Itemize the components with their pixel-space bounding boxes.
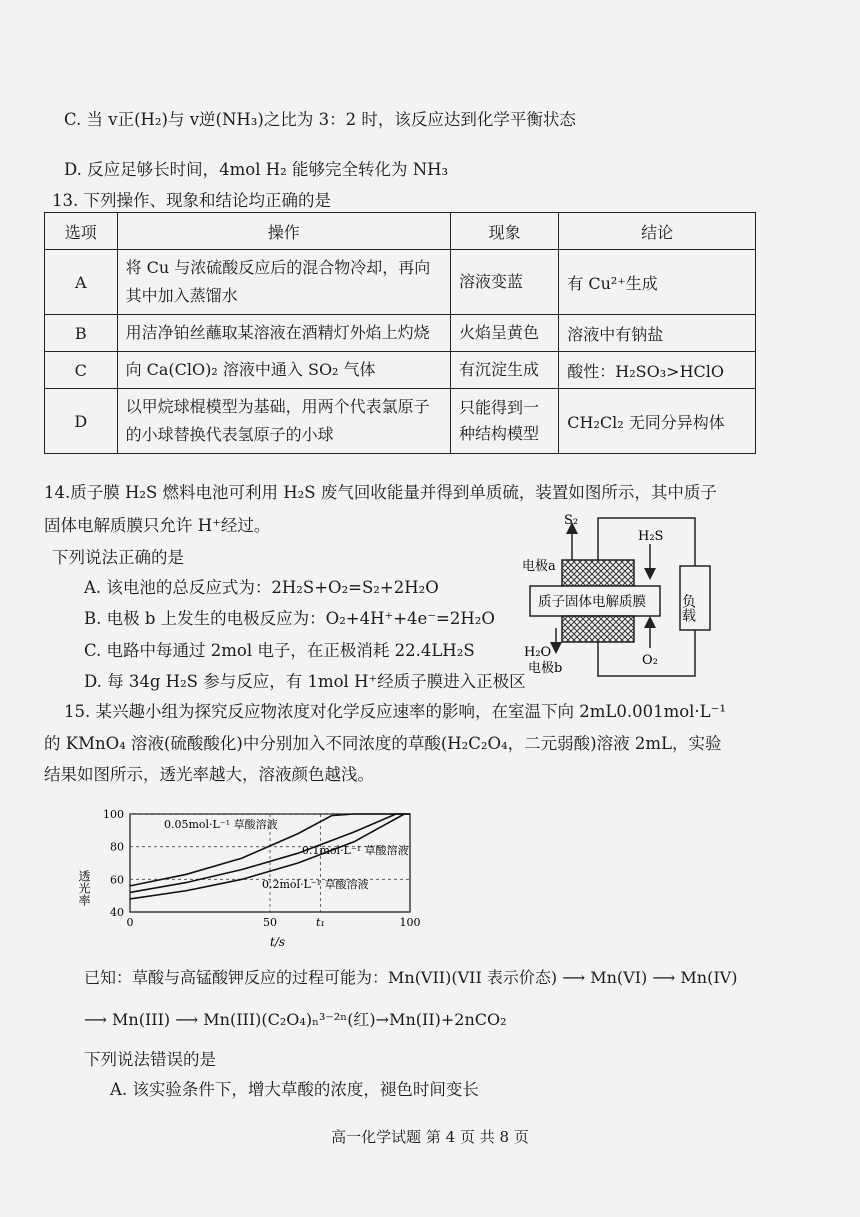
y-tick-label: 80	[110, 840, 124, 854]
row-op: 用洁净铂丝蘸取某溶液在酒精灯外焰上灼烧	[117, 315, 450, 352]
page-footer: 高一化学试题 第 4 页 共 8 页	[331, 1128, 529, 1146]
fuel-cell-diagram	[520, 508, 740, 683]
row-cc: CH₂Cl₂ 无同分异构体	[559, 389, 756, 454]
row-key: A	[45, 250, 118, 315]
label-h2s: H₂S	[638, 529, 664, 544]
q12-option-c: C. 当 v正(H₂)与 v逆(NH₃)之比为 3：2 时，该反应达到化学平衡状态	[64, 110, 576, 129]
row-cc: 酸性：H₂SO₃>HClO	[559, 352, 756, 389]
electrode-b-plate	[562, 616, 634, 642]
x-tick-label: 50	[263, 916, 277, 929]
y-tick-label: 40	[110, 906, 124, 919]
q14-option-b: B. 电极 b 上发生的电极反应为：O₂+4H⁺+4e⁻=2H₂O	[84, 609, 495, 628]
q14-option-c: C. 电路中每通过 2mol 电子，在正极消耗 22.4LH₂S	[84, 641, 475, 660]
row-key: C	[45, 352, 118, 389]
transmittance-chart	[77, 800, 421, 950]
row-op: 向 Ca(ClO)₂ 溶液中通入 SO₂ 气体	[117, 352, 450, 389]
row-op: 以甲烷球棍模型为基础，用两个代表氯原子的小球替换代表氢原子的小球	[117, 389, 450, 454]
q13-table	[44, 212, 756, 454]
table-header-row	[45, 213, 756, 250]
x-tick-label: t₁	[315, 916, 325, 929]
table-row	[45, 352, 756, 389]
q15-stem-2: 的 KMnO₄ 溶液(硫酸酸化)中分别加入不同浓度的草酸(H₂C₂O₄，二元弱酸)溶液 2mL，实验	[44, 734, 722, 753]
series-label-3: 0.2mol·L⁻¹ 草酸溶液	[262, 878, 369, 891]
q15-stem-1: 15. 某兴趣小组为探究反应物浓度对化学反应速率的影响，在室温下向 2mL0.001mol·L⁻¹	[64, 702, 726, 721]
q14-option-d: D. 每 34g H₂S 参与反应，有 1mol H⁺经质子膜进入正极区	[84, 672, 526, 691]
label-membrane: 质子固体电解质膜	[538, 594, 646, 610]
row-cc: 有 Cu²⁺生成	[559, 250, 756, 315]
row-ph: 有沉淀生成	[450, 352, 558, 389]
table-row	[45, 389, 756, 454]
label-electrode-b: 电极b	[528, 661, 563, 676]
y-tick-label: 60	[110, 873, 124, 887]
q15-known-1: 已知：草酸与高锰酸钾反应的过程可能为：Mn(VII)(VII 表示价态) ⟶ Mn(VI) ⟶ Mn(IV)	[84, 968, 738, 987]
x-tick-label: 0	[126, 916, 134, 929]
row-op: 将 Cu 与浓硫酸反应后的混合物冷却，再向其中加入蒸馏水	[117, 250, 450, 315]
row-ph: 火焰呈黄色	[450, 315, 558, 352]
row-ph: 溶液变蓝	[450, 250, 558, 315]
q15-option-a: A. 该实验条件下，增大草酸的浓度，褪色时间变长	[110, 1080, 479, 1099]
q14-ask: 下列说法正确的是	[52, 548, 184, 567]
table-row	[45, 250, 756, 315]
q12-option-d: D. 反应足够长时间，4mol H₂ 能够完全转化为 NH₃	[64, 160, 449, 179]
label-electrode-a: 电极a	[522, 559, 556, 574]
label-s2: S₂	[564, 513, 579, 528]
label-load: 负载	[680, 594, 696, 622]
header-ph: 现象	[450, 213, 558, 250]
q15-stem-3: 结果如图所示，透光率越大，溶液颜色越浅。	[44, 765, 374, 784]
row-ph: 只能得到一种结构模型	[450, 389, 558, 454]
q14-stem-2: 固体电解质膜只允许 H⁺经过。	[44, 516, 271, 535]
series-label-2: 0.1mol·L⁻¹ 草酸溶液	[302, 844, 409, 857]
q13-stem: 13. 下列操作、现象和结论均正确的是	[52, 191, 331, 210]
header-key: 选项	[45, 213, 118, 250]
chart-ylabel: 透光率	[77, 870, 91, 906]
row-key: B	[45, 315, 118, 352]
label-o2: O₂	[642, 653, 658, 668]
electrode-a-plate	[562, 560, 634, 586]
header-op: 操作	[117, 213, 450, 250]
q14-stem-1: 14.质子膜 H₂S 燃料电池可利用 H₂S 废气回收能量并得到单质硫，装置如图所示，其中质子	[44, 483, 717, 502]
chart-xlabel: t/s	[270, 935, 286, 949]
series-label-1: 0.05mol·L⁻¹ 草酸溶液	[164, 818, 278, 831]
q14-option-a: A. 该电池的总反应式为：2H₂S+O₂=S₂+2H₂O	[84, 578, 439, 597]
q15-known-2: ⟶ Mn(III) ⟶ Mn(III)(C₂O₄)ₙ³⁻²ⁿ(红)→Mn(II)+2nCO₂	[84, 1010, 507, 1029]
q15-ask: 下列说法错误的是	[84, 1050, 216, 1069]
row-key: D	[45, 389, 118, 454]
table-row	[45, 315, 756, 352]
header-cc: 结论	[559, 213, 756, 250]
y-tick-label: 100	[103, 808, 124, 821]
x-tick-label: 100	[399, 916, 421, 929]
row-cc: 溶液中有钠盐	[559, 315, 756, 352]
label-h2o: H₂O	[524, 645, 552, 660]
